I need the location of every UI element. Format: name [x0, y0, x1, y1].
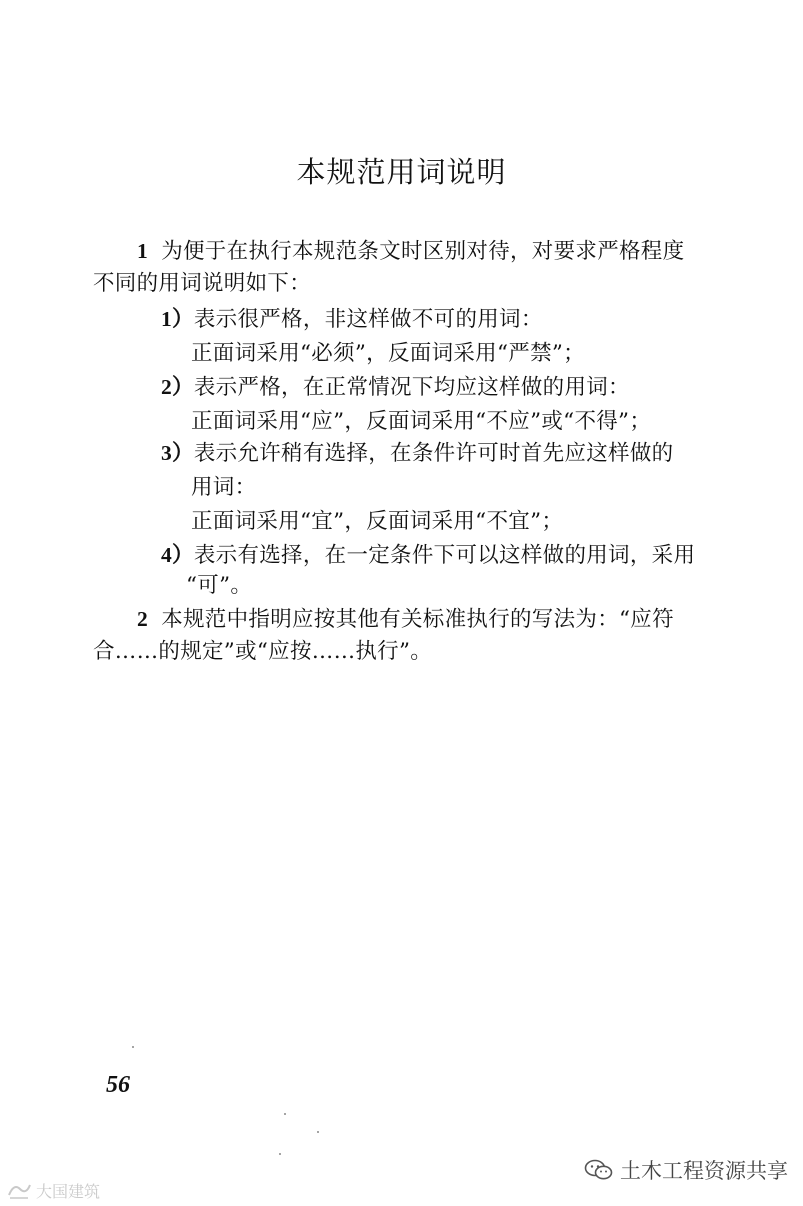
item-4-line-1: [161, 545, 695, 567]
clause-1-text: 为便于在执行本规范条文时区别对待，对要求严格程度: [161, 239, 685, 264]
item-2-usage: 正面词采用“应”，反面词采用“不应”或“不得”；: [191, 409, 652, 434]
item-1-line-1: [161, 309, 543, 331]
clause-2-text: 本规范中指明应按其他有关标准执行的写法为：“应符: [161, 607, 674, 632]
scan-speck: [317, 1131, 319, 1133]
watermark-left-text: 大国建筑: [36, 1182, 101, 1201]
page-title: 本规范用词说明: [296, 155, 507, 189]
wechat-icon: [584, 1158, 614, 1182]
item-4-line-2: “可”。: [186, 573, 253, 598]
clause-2-line-1: [137, 609, 674, 631]
source-watermark: [584, 1155, 788, 1185]
watermark-right-text: 土木工程资源共享: [620, 1159, 788, 1183]
item-3-number: 3）: [161, 441, 194, 465]
item-3-text: 表示允许稍有选择，在条件许可时首先应这样做的: [193, 441, 674, 466]
item-3-line-1: [161, 443, 673, 465]
item-3-usage: 正面词采用“宜”，反面词采用“不宜”；: [191, 509, 564, 534]
corner-watermark: [6, 1179, 100, 1202]
clause-1-line-2: 不同的用词说明如下：: [93, 271, 312, 296]
item-3-line-2: 用词：: [191, 475, 257, 500]
scan-speck: [132, 1046, 134, 1048]
item-4-number: 4）: [161, 543, 194, 567]
item-2-text: 表示严格，在正常情况下均应这样做的用词：: [193, 375, 630, 400]
item-1-number: 1）: [161, 307, 194, 331]
item-2-line-1: [161, 377, 630, 399]
clause-2-number: 2: [137, 607, 149, 631]
page-number: 56: [106, 1072, 130, 1098]
scan-speck: [279, 1153, 281, 1155]
clause-1-line-1: [137, 241, 684, 263]
item-1-usage: 正面词采用“必须”，反面词采用“严禁”；: [191, 341, 585, 366]
clause-1-number: 1: [137, 239, 149, 263]
clause-2-line-2: 合……的规定”或“应按……执行”。: [93, 639, 433, 664]
item-1-text: 表示很严格，非这样做不可的用词：: [193, 307, 543, 332]
item-2-number: 2）: [161, 375, 194, 399]
logo-icon: [6, 1181, 32, 1201]
scan-speck: [284, 1113, 286, 1115]
item-4-text: 表示有选择，在一定条件下可以这样做的用词，采用: [193, 543, 696, 568]
